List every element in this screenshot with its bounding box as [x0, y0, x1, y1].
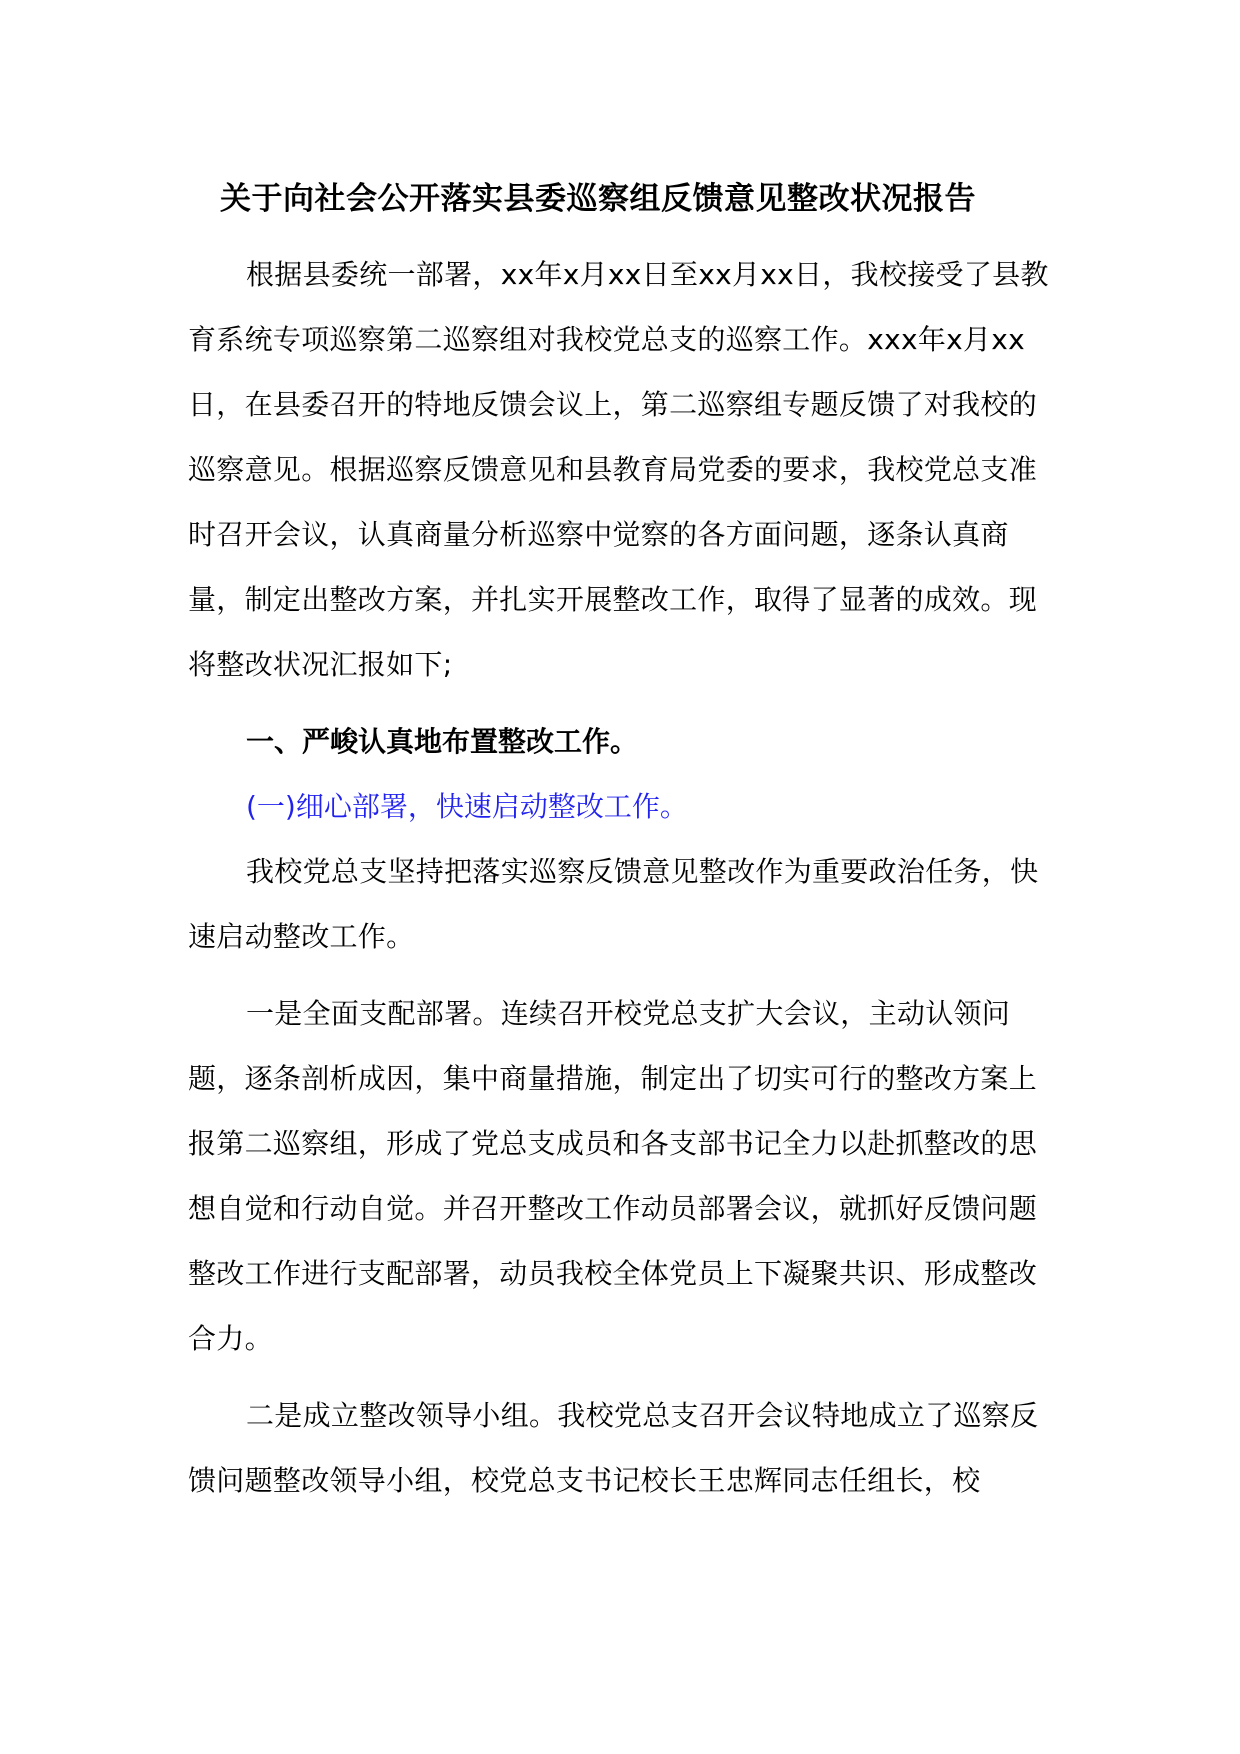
subsection-heading: (一)细心部署，快速启动整改工作。: [246, 790, 688, 823]
document-page: [188, 170, 1058, 1513]
body-paragraph: 我校党总支坚持把落实巡察反馈意见整改作为重要政治任务，快速启动整改工作。: [188, 855, 1039, 953]
section-heading: 一、严峻认真地布置整改工作。: [246, 725, 639, 758]
body-paragraph: 一是全面支配部署。连续召开校党总支扩大会议，主动认领问题，逐条剖析成因，集中商量措施，制定出了切实可行的整改方案上报第二巡察组，形成了党总支成员和各支部书记全力以赴抓整改的思想自觉和行动自觉。并召开整改工作动员部署会议，就抓好反馈问题整改工作进行支配部署，动员我校全体党员上下凝聚共识、形成整改合力。: [188, 997, 1038, 1355]
document-title: 关于向社会公开落实县委巡察组反馈意见整改状况报告: [220, 181, 976, 217]
intro-paragraph: 根据县委统一部署，xx年x月xx日至xx月xx日，我校接受了县教育系统专项巡察第二巡察组对我校党总支的巡察工作。xxx年x月xx日，在县委召开的特地反馈会议上，第二巡察组专题反馈了对我校的巡察意见。根据巡察反馈意见和县教育局党委的要求，我校党总支准时召开会议，认真商量分析巡察中觉察的各方面问题，逐条认真商量，制定出整改方案，并扎实开展整改工作，取得了显著的成效。现将整改状况汇报如下;: [188, 258, 1049, 681]
body-paragraph: 二是成立整改领导小组。我校党总支召开会议特地成立了巡察反馈问题整改领导小组，校党总支书记校长王忠辉同志任组长，校: [188, 1399, 1039, 1497]
